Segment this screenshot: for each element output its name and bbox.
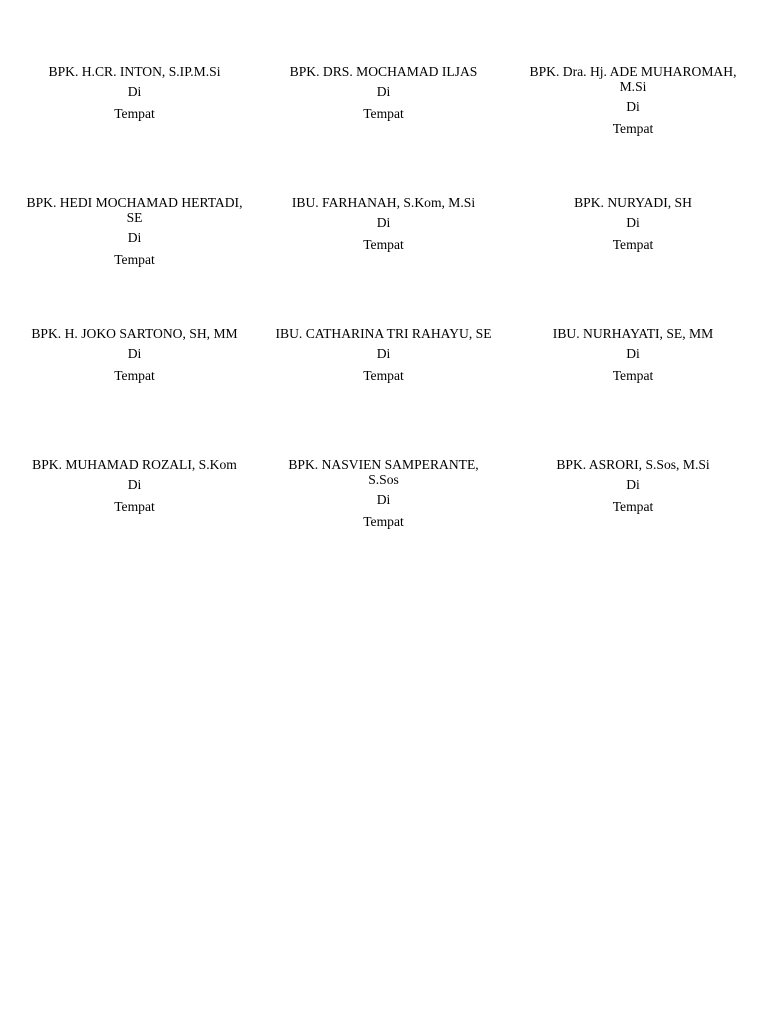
address-label — [508, 326, 758, 457]
label-di: Di — [626, 99, 640, 114]
address-label — [10, 457, 259, 588]
address-label — [10, 326, 259, 457]
address-label — [508, 195, 758, 326]
address-label — [259, 326, 508, 457]
label-tempat: Tempat — [114, 252, 155, 267]
address-label — [508, 457, 758, 588]
recipient-name: IBU. FARHANAH, S.Kom, M.Si — [291, 195, 476, 210]
label-di: Di — [127, 477, 142, 492]
label-di: Di — [376, 215, 391, 230]
address-label — [259, 457, 508, 588]
recipient-name: BPK. MUHAMAD ROZALI, S.Kom — [32, 457, 237, 472]
recipient-name: BPK. NASVIEN SAMPERANTE, S.Sos — [288, 457, 479, 487]
address-label — [508, 64, 758, 195]
address-label — [259, 64, 508, 195]
address-label — [259, 195, 508, 326]
label-tempat: Tempat — [363, 514, 404, 529]
label-tempat: Tempat — [363, 106, 404, 121]
label-di: Di — [127, 230, 142, 245]
recipient-name: BPK. Dra. Hj. ADE MUHAROMAH, M.Si — [529, 64, 737, 94]
recipient-name: BPK. HEDI MOCHAMAD HERTADI, SE — [26, 195, 243, 225]
label-di: Di — [626, 477, 640, 492]
label-tempat: Tempat — [114, 106, 155, 121]
address-label-grid — [10, 64, 758, 588]
address-label — [10, 195, 259, 326]
label-di: Di — [127, 84, 142, 99]
label-di: Di — [376, 346, 391, 361]
label-tempat: Tempat — [363, 237, 404, 252]
recipient-name: BPK. H. JOKO SARTONO, SH, MM — [31, 326, 238, 341]
label-tempat: Tempat — [363, 368, 404, 383]
label-di: Di — [626, 215, 640, 230]
label-di: Di — [127, 346, 142, 361]
label-tempat: Tempat — [114, 499, 155, 514]
label-tempat: Tempat — [612, 121, 654, 136]
address-label — [10, 64, 259, 195]
recipient-name: BPK. DRS. MOCHAMAD ILJAS — [289, 64, 478, 79]
label-di: Di — [376, 492, 391, 507]
label-di: Di — [626, 346, 640, 361]
recipient-name: IBU. NURHAYATI, SE, MM — [552, 326, 714, 341]
label-tempat: Tempat — [612, 368, 654, 383]
label-di: Di — [376, 84, 391, 99]
label-tempat: Tempat — [612, 237, 654, 252]
recipient-name: BPK. H.CR. INTON, S.IP.M.Si — [48, 64, 221, 79]
recipient-name: BPK. NURYADI, SH — [574, 195, 692, 210]
recipient-name: BPK. ASRORI, S.Sos, M.Si — [556, 457, 710, 472]
recipient-name: IBU. CATHARINA TRI RAHAYU, SE — [275, 326, 492, 341]
label-tempat: Tempat — [114, 368, 155, 383]
label-tempat: Tempat — [612, 499, 654, 514]
